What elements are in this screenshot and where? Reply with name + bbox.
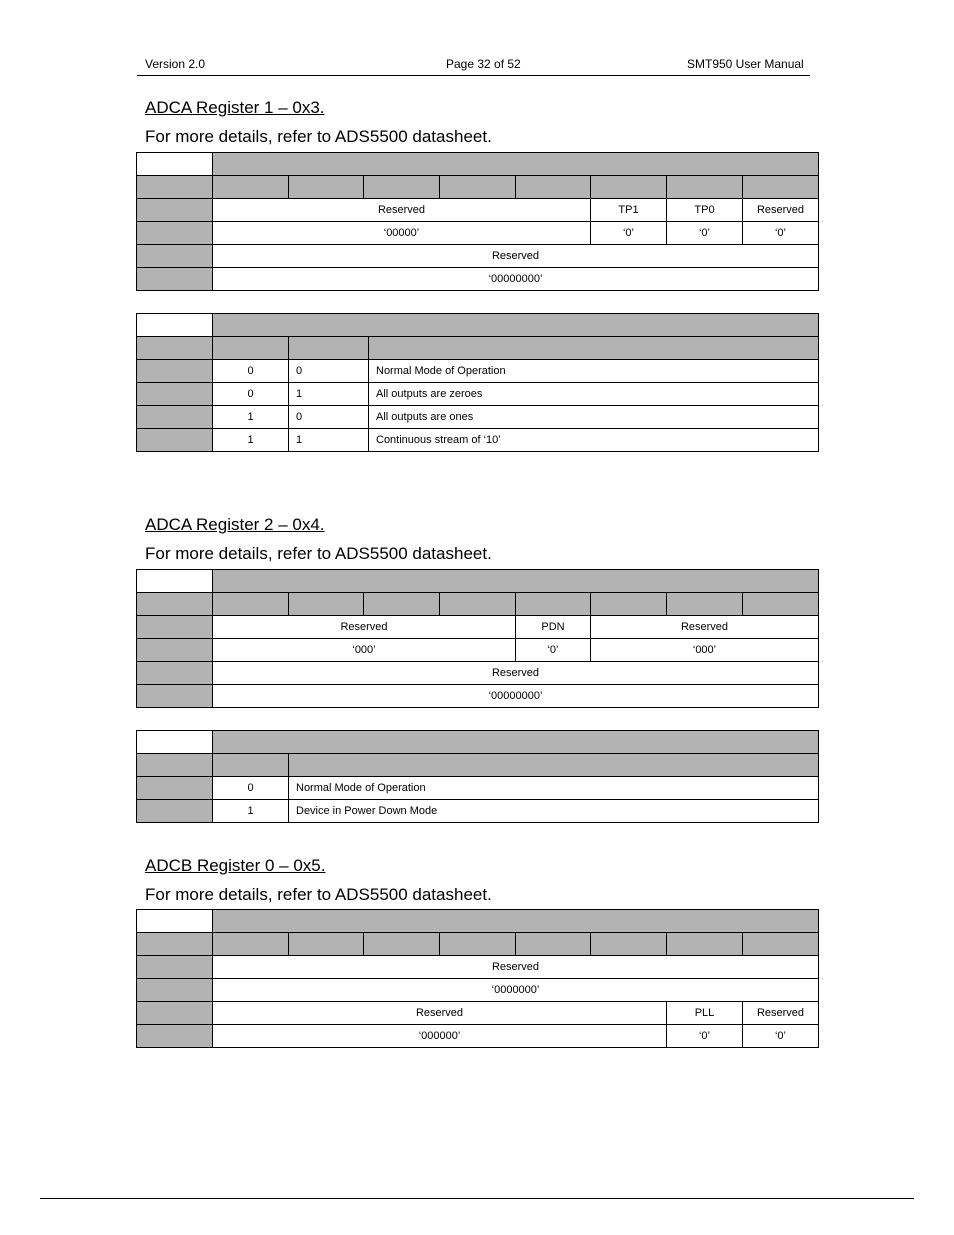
table-cell <box>137 731 213 754</box>
table-cell: Reserved <box>213 662 819 685</box>
table-row <box>137 616 819 639</box>
table-cell <box>369 337 819 360</box>
table-cell: Reserved <box>213 956 819 979</box>
table-cell: 0 <box>213 383 289 406</box>
table-row <box>137 933 819 956</box>
table-cell <box>667 593 743 616</box>
table-row <box>137 383 819 406</box>
table-row <box>137 956 819 979</box>
table-cell <box>743 933 819 956</box>
table-cell: ‘00000000’ <box>213 685 819 708</box>
table-header-cell <box>213 731 819 754</box>
table-header-cell <box>213 153 819 176</box>
table-header-cell <box>213 910 819 933</box>
table-cell <box>440 176 516 199</box>
table-cell <box>137 153 213 176</box>
table-cell: Reserved <box>213 245 819 268</box>
section2-title: ADCA Register 2 – 0x4. <box>145 515 325 534</box>
table-row <box>137 222 819 245</box>
section3-register-table <box>136 909 819 1048</box>
table-cell <box>516 933 591 956</box>
table-row <box>137 639 819 662</box>
table-cell <box>137 314 213 337</box>
table-cell <box>289 754 819 777</box>
table-row <box>137 570 819 593</box>
table-row <box>137 685 819 708</box>
table-cell <box>137 979 213 1002</box>
table-cell: 1 <box>289 429 369 452</box>
table-row <box>137 406 819 429</box>
table-cell: ‘0’ <box>743 222 819 245</box>
table-cell <box>137 910 213 933</box>
table-cell <box>137 1002 213 1025</box>
table-cell <box>591 933 667 956</box>
table-row <box>137 1025 819 1048</box>
table-row <box>137 268 819 291</box>
table-cell <box>137 685 213 708</box>
table-cell: ‘0’ <box>667 1025 743 1048</box>
table-cell: Normal Mode of Operation <box>369 360 819 383</box>
section2-register-table <box>136 569 819 708</box>
table-cell: Reserved <box>743 1002 819 1025</box>
table-row <box>137 337 819 360</box>
table-cell <box>516 176 591 199</box>
table-cell: All outputs are ones <box>369 406 819 429</box>
table-cell: 0 <box>289 360 369 383</box>
table-cell <box>137 176 213 199</box>
table-cell: PDN <box>516 616 591 639</box>
table-cell: TP1 <box>591 199 667 222</box>
table-cell <box>137 222 213 245</box>
table-cell <box>137 570 213 593</box>
table-cell: Reserved <box>213 616 516 639</box>
table-cell: Normal Mode of Operation <box>289 777 819 800</box>
header-page-number: Page 32 of 52 <box>446 57 521 71</box>
table-cell <box>364 933 440 956</box>
table-cell <box>516 593 591 616</box>
table-cell: Device in Power Down Mode <box>289 800 819 823</box>
table-cell <box>591 593 667 616</box>
table-row <box>137 1002 819 1025</box>
section3-note: For more details, refer to ADS5500 datasheet. <box>145 885 492 904</box>
table-row <box>137 593 819 616</box>
table-cell: ‘0’ <box>743 1025 819 1048</box>
table-cell <box>743 593 819 616</box>
table-cell <box>440 593 516 616</box>
table-cell <box>667 176 743 199</box>
section1-mode-table <box>136 313 819 452</box>
table-cell <box>667 933 743 956</box>
section1-title: ADCA Register 1 – 0x3. <box>145 98 325 117</box>
table-header-cell <box>213 570 819 593</box>
table-cell: 1 <box>289 383 369 406</box>
table-cell <box>137 383 213 406</box>
table-row <box>137 662 819 685</box>
table-cell: ‘000’ <box>213 639 516 662</box>
table-cell: ‘0’ <box>667 222 743 245</box>
table-cell <box>213 593 289 616</box>
header-divider <box>137 75 810 76</box>
table-cell: Reserved <box>213 199 591 222</box>
table-row <box>137 153 819 176</box>
table-cell <box>137 337 213 360</box>
table-cell: ‘000000’ <box>213 1025 667 1048</box>
table-cell: 1 <box>213 429 289 452</box>
table-row <box>137 910 819 933</box>
table-cell: Reserved <box>213 1002 667 1025</box>
header-version: Version 2.0 <box>145 57 206 71</box>
table-cell <box>137 777 213 800</box>
table-cell <box>591 176 667 199</box>
section2-note: For more details, refer to ADS5500 datasheet. <box>145 544 492 563</box>
table-cell <box>440 933 516 956</box>
table-cell <box>137 199 213 222</box>
table-cell: 0 <box>289 406 369 429</box>
table-row <box>137 979 819 1002</box>
table-row <box>137 176 819 199</box>
table-row <box>137 777 819 800</box>
table-cell: Reserved <box>743 199 819 222</box>
footer-divider <box>40 1198 914 1199</box>
table-cell <box>137 956 213 979</box>
table-cell: 0 <box>213 360 289 383</box>
table-cell: ‘00000000’ <box>213 268 819 291</box>
table-row <box>137 199 819 222</box>
table-cell <box>213 176 289 199</box>
table-cell <box>137 662 213 685</box>
table-cell: 1 <box>213 406 289 429</box>
table-cell: 0 <box>213 777 289 800</box>
table-cell <box>364 176 440 199</box>
table-cell <box>289 933 364 956</box>
table-cell <box>137 933 213 956</box>
table-cell <box>137 429 213 452</box>
table-row <box>137 245 819 268</box>
table-cell <box>137 616 213 639</box>
table-cell <box>137 406 213 429</box>
table-row <box>137 314 819 337</box>
section1-register-table <box>136 152 819 291</box>
table-cell: ‘0’ <box>591 222 667 245</box>
table-cell <box>137 245 213 268</box>
table-cell <box>743 176 819 199</box>
table-cell <box>364 593 440 616</box>
table-cell <box>137 1025 213 1048</box>
table-cell <box>213 754 289 777</box>
table-cell: 1 <box>213 800 289 823</box>
table-cell <box>137 800 213 823</box>
table-cell <box>289 593 364 616</box>
table-cell: All outputs are zeroes <box>369 383 819 406</box>
table-cell <box>137 639 213 662</box>
table-row <box>137 800 819 823</box>
table-row <box>137 731 819 754</box>
table-cell: ‘0’ <box>516 639 591 662</box>
table-cell: TP0 <box>667 199 743 222</box>
table-cell <box>289 176 364 199</box>
table-cell <box>213 933 289 956</box>
table-cell: ‘00000’ <box>213 222 591 245</box>
table-cell <box>137 593 213 616</box>
table-header-cell <box>213 314 819 337</box>
table-cell <box>213 337 289 360</box>
table-cell: PLL <box>667 1002 743 1025</box>
table-cell: Continuous stream of ‘10’ <box>369 429 819 452</box>
table-row <box>137 754 819 777</box>
table-cell <box>137 360 213 383</box>
table-cell: ‘000’ <box>591 639 819 662</box>
table-row <box>137 429 819 452</box>
table-cell <box>137 268 213 291</box>
header-manual-title: SMT950 User Manual <box>687 57 804 71</box>
section1-note: For more details, refer to ADS5500 datasheet. <box>145 127 492 146</box>
table-cell <box>289 337 369 360</box>
section3-title: ADCB Register 0 – 0x5. <box>145 856 326 875</box>
table-row <box>137 360 819 383</box>
table-cell: Reserved <box>591 616 819 639</box>
section2-mode-table <box>136 730 819 823</box>
table-cell: ‘0000000’ <box>213 979 819 1002</box>
table-cell <box>137 754 213 777</box>
